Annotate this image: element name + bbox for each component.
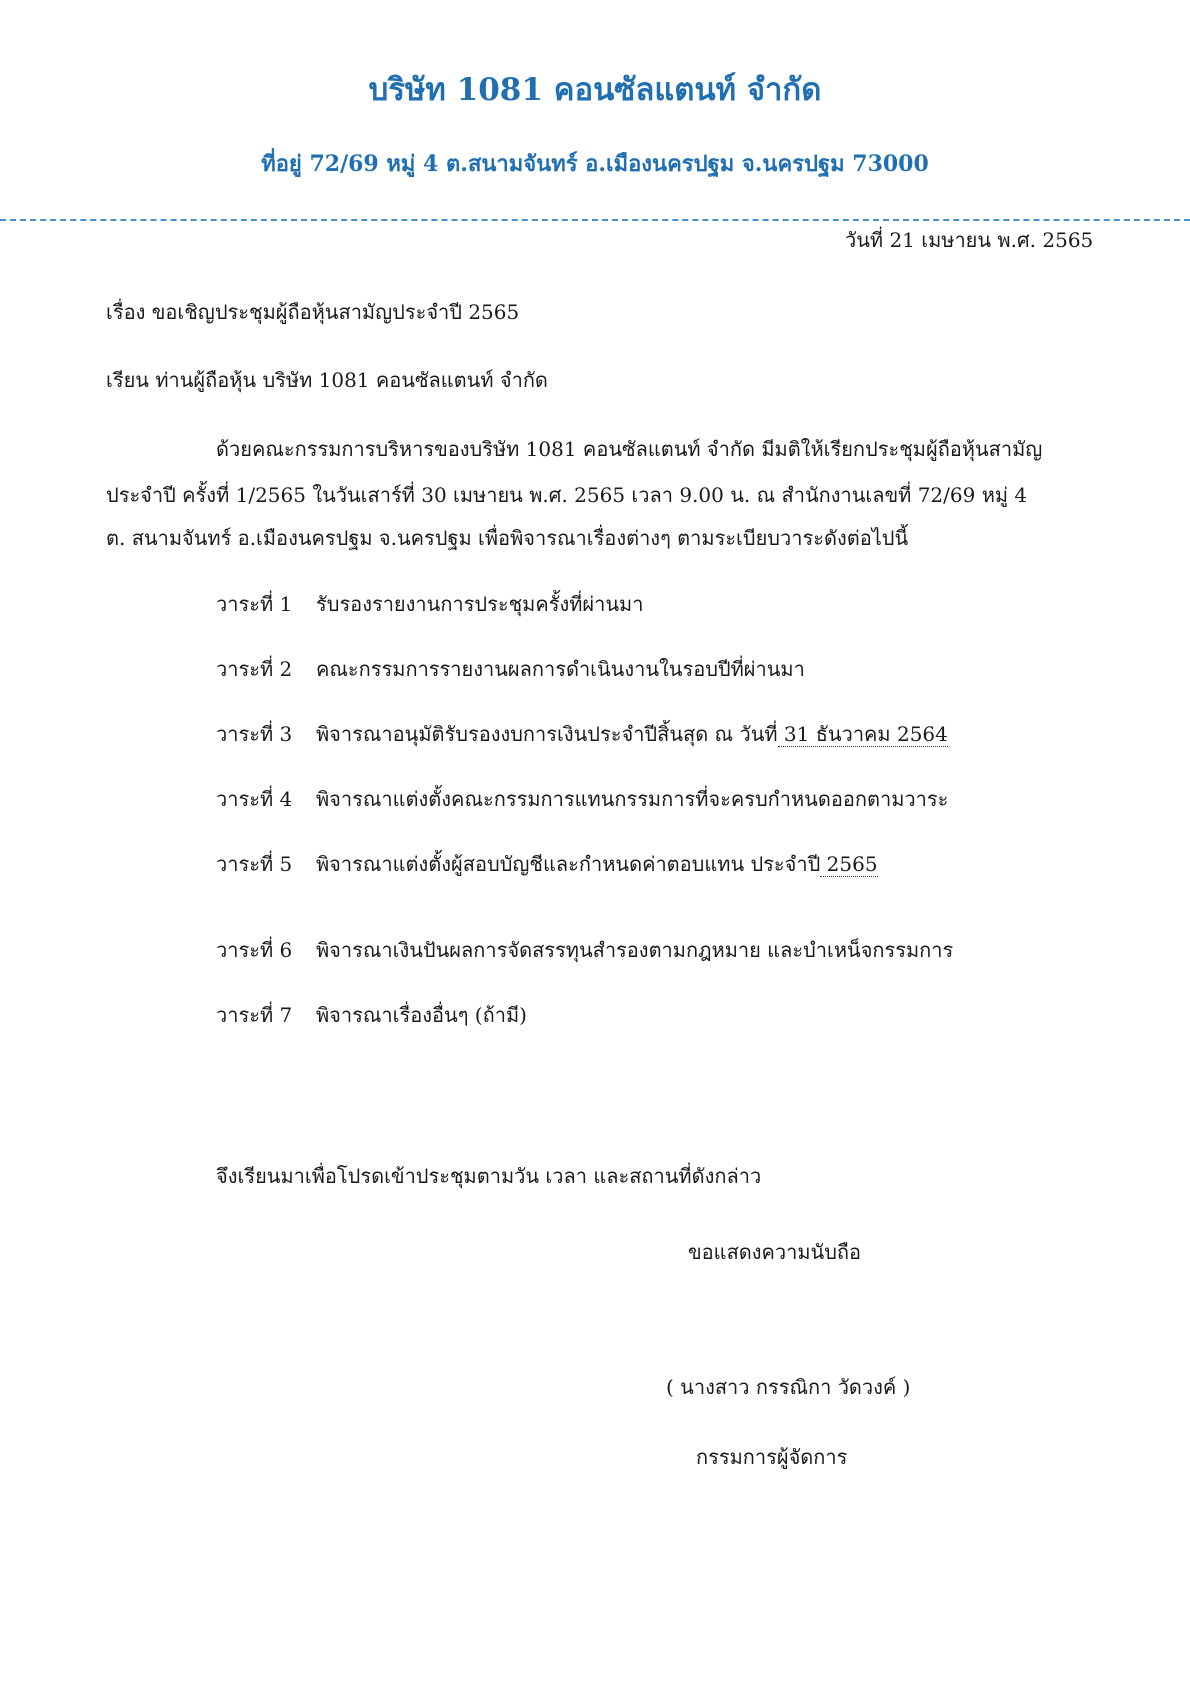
regards: ขอแสดงความนับถือ — [688, 1240, 862, 1264]
company-name: บริษัท 1081 คอนซัลแตนท์ จำกัด — [368, 72, 822, 108]
agenda-text: พิจารณาเงินปันผลการจัดสรรทุนสำรองตามกฎหมาย และบำเหน็จกรรมการ — [316, 938, 954, 962]
signature-name: ( นางสาว กรรณิกา วัดวงค์ ) — [666, 1375, 911, 1399]
paragraph-line-1: ด้วยคณะกรรมการบริหารของบริษัท 1081 คอนซัลแตนท์ จำกัด มีมติให้เรียกประชุมผู้ถือหุ้นสามัญ — [216, 437, 1043, 461]
header-divider — [0, 219, 1190, 221]
paragraph-line-3: ต. สนามจันทร์ อ.เมืองนครปฐม จ.นครปฐม เพื่อพิจารณาเรื่องต่างๆ ตามระเบียบวาระดังต่อไปนี้ — [106, 526, 909, 550]
agenda-number: วาระที่ 1 — [216, 592, 293, 616]
agenda-number: วาระที่ 7 — [216, 1003, 293, 1027]
letter-subject: เรื่อง ขอเชิญประชุมผู้ถือหุ้นสามัญประจำปี 2565 — [106, 300, 520, 324]
agenda-text: พิจารณาแต่งตั้งคณะกรรมการแทนกรรมการที่จะครบกำหนดออกตามวาระ — [316, 787, 949, 811]
agenda-number: วาระที่ 3 — [216, 722, 293, 746]
agenda-text: รับรองรายงานการประชุมครั้งที่ผ่านมา — [316, 592, 644, 616]
agenda-number: วาระที่ 4 — [216, 787, 293, 811]
agenda-item-5 — [316, 848, 878, 880]
agenda-date-underlined: 31 ธันวาคม 2564 — [777, 722, 948, 746]
letter-salutation: เรียน ท่านผู้ถือหุ้น บริษัท 1081 คอนซัลแตนท์ จำกัด — [106, 368, 548, 392]
agenda-text: พิจารณาแต่งตั้งผู้สอบบัญชีและกำหนดค่าตอบแทน ประจำปี — [316, 852, 821, 876]
agenda-text: พิจารณาอนุมัติรับรองงบการเงินประจำปีสิ้นสุด ณ วันที่ — [316, 722, 778, 746]
letter-date: วันที่ 21 เมษายน พ.ศ. 2565 — [845, 228, 1094, 252]
agenda-item-3 — [316, 718, 948, 750]
agenda-number: วาระที่ 2 — [216, 657, 293, 681]
closing-sentence: จึงเรียนมาเพื่อโปรดเข้าประชุมตามวัน เวลา และสถานที่ดังกล่าว — [216, 1164, 762, 1188]
agenda-text: คณะกรรมการรายงานผลการดำเนินงานในรอบปีที่ผ่านมา — [316, 657, 805, 681]
agenda-number: วาระที่ 6 — [216, 938, 293, 962]
signature-title: กรรมการผู้จัดการ — [696, 1445, 848, 1469]
paragraph-line-2: ประจำปี ครั้งที่ 1/2565 ในวันเสาร์ที่ 30 เมษายน พ.ศ. 2565 เวลา 9.00 น. ณ สำนักงานเลขที่ 72/69 หมู่ 4 — [106, 483, 1028, 507]
agenda-year-underlined: 2565 — [820, 852, 878, 876]
company-address: ที่อยู่ 72/69 หมู่ 4 ต.สนามจันทร์ อ.เมืองนครปฐม จ.นครปฐม 73000 — [261, 151, 929, 177]
agenda-text: พิจารณาเรื่องอื่นๆ (ถ้ามี) — [316, 1003, 527, 1027]
agenda-number: วาระที่ 5 — [216, 852, 293, 876]
